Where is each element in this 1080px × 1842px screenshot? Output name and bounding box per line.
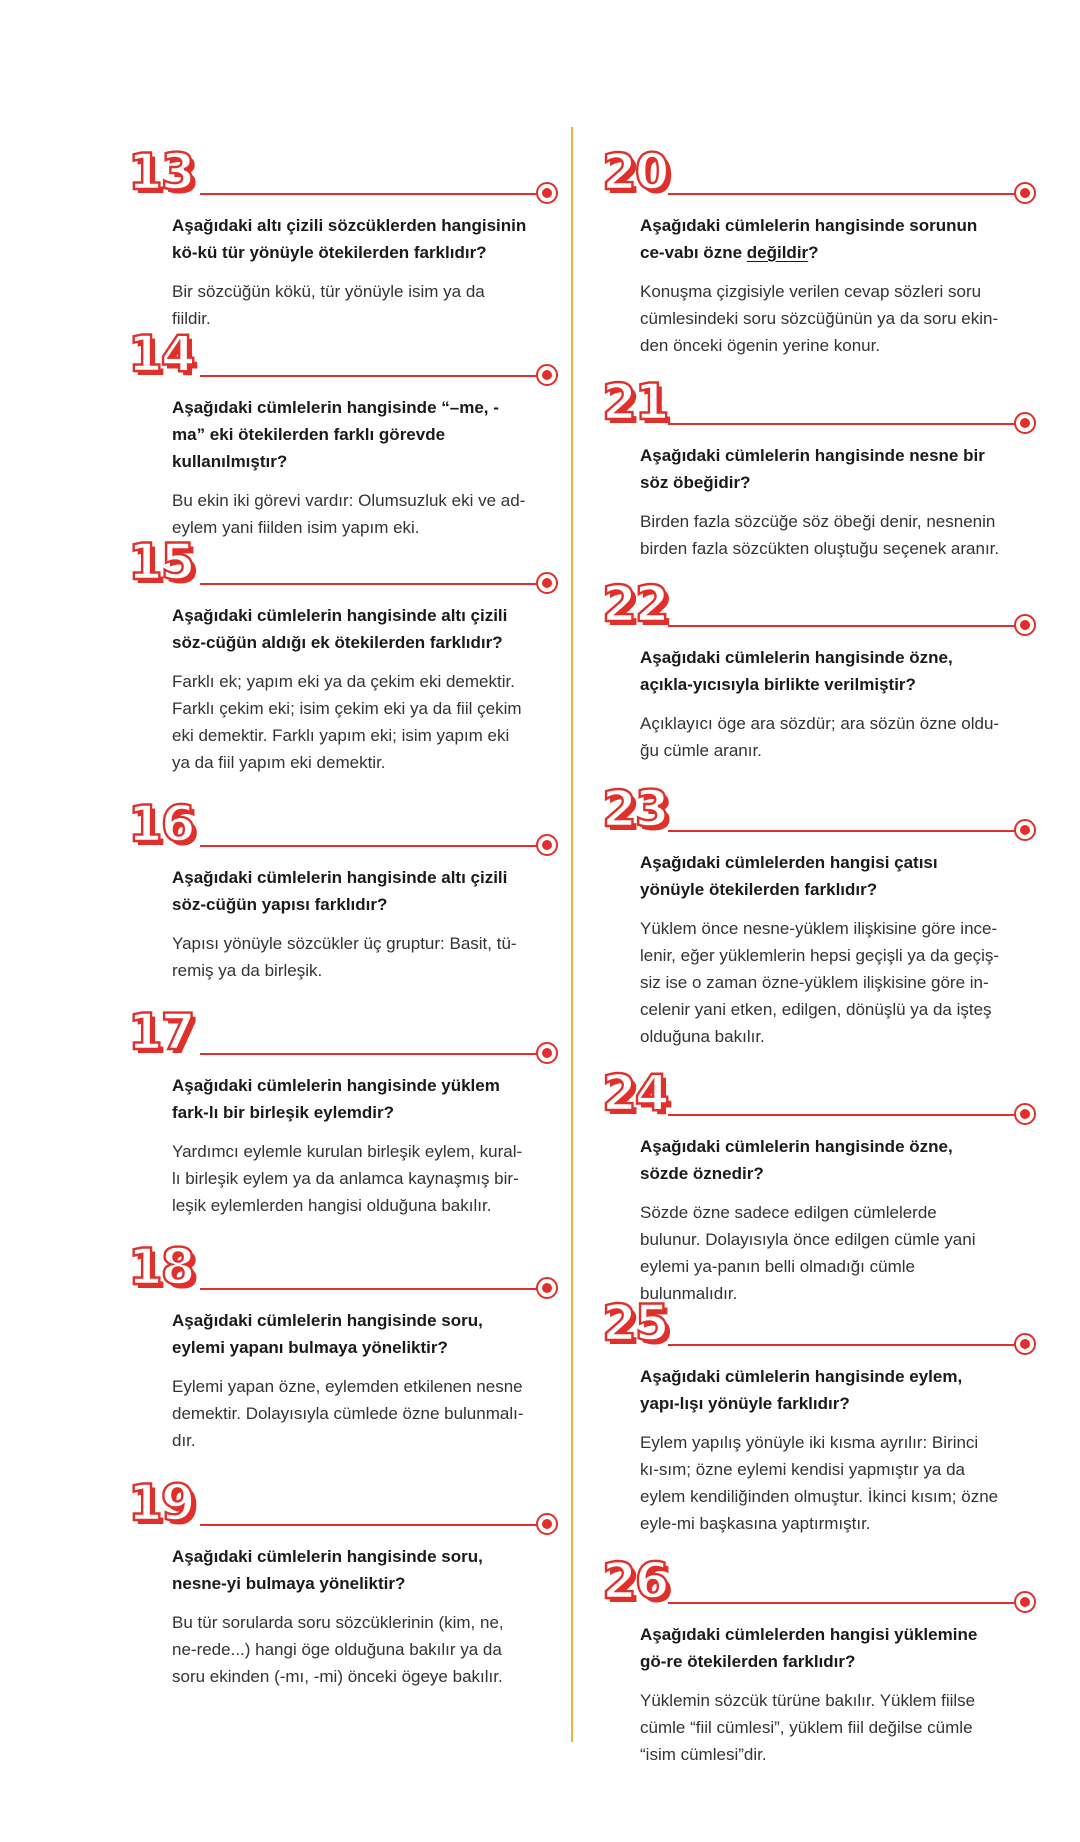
target-dot-icon	[1014, 819, 1036, 841]
question-text: Aşağıdaki cümlelerden hangisi yüklemine gö-re ötekilerden farklıdır?	[640, 1625, 978, 1671]
question-text: Aşağıdaki cümlelerin hangisinde “–me, -ma” eki ötekilerden farklı görevde kullanılmıştır?	[172, 398, 499, 471]
question-header	[600, 780, 1000, 849]
question-item-26	[600, 1552, 1000, 1768]
question-header	[128, 325, 528, 394]
question-number: 20	[602, 143, 668, 201]
question-header	[128, 533, 528, 602]
question-text: Aşağıdaki cümlelerin hangisinde özne, sözde öznedir?	[640, 1137, 953, 1183]
question-header	[128, 1003, 528, 1072]
hint-text: Yapısı yönüyle sözcükler üç gruptur: Basit, tü-remiş ya da birleşik.	[172, 934, 517, 980]
question-text: Aşağıdaki cümlelerin hangisinde altı çizili söz-cüğün aldığı ek ötekilerden farklıdır?	[172, 606, 508, 652]
question-number: 19	[128, 1474, 194, 1532]
hint-text: Eylemi yapan özne, eylemden etkilenen nesne demektir. Dolayısıyla cümlede özne bulunmalı-dır.	[172, 1377, 524, 1450]
question-header	[600, 1064, 1000, 1133]
target-dot-icon	[536, 834, 558, 856]
question-text: Aşağıdaki altı çizili sözcüklerden hangisinin kö-kü tür yönüyle ötekilerden farklıdır?	[172, 216, 527, 262]
question-item-22	[600, 575, 1000, 764]
question-number: 25	[602, 1294, 668, 1352]
hint-text: Açıklayıcı öge ara sözdür; ara sözün özne oldu-ğu cümle aranır.	[640, 714, 1000, 760]
header-rule	[200, 1053, 546, 1055]
target-dot-icon	[1014, 614, 1036, 636]
header-rule	[200, 583, 546, 585]
question-item-16	[128, 795, 528, 984]
underlined-word: değildir	[746, 243, 809, 262]
header-rule	[200, 375, 546, 377]
header-rule	[668, 193, 1024, 195]
question-number: 18	[128, 1238, 194, 1296]
header-rule	[668, 1344, 1024, 1346]
question-text: Aşağıdaki cümlelerin hangisinde özne, açıkla-yıcısıyla birlikte verilmiştir?	[640, 648, 953, 694]
question-text	[640, 212, 1000, 266]
question-number: 21	[602, 373, 668, 431]
question-item-23	[600, 780, 1000, 1050]
question-number: 16	[128, 795, 194, 853]
hint-text: Eylem yapılış yönüyle iki kısma ayrılır: Birinci kı-sım; özne eylemi kendisi yapmıştır ya da eylem kendiliğinden olmuştur. İkinci kısım; özne eyle-mi başkasına yaptırmıştır.	[640, 1433, 999, 1533]
question-number: 15	[128, 533, 194, 591]
question-header	[600, 143, 1000, 212]
question-item-21	[600, 373, 1000, 562]
question-item-14	[128, 325, 528, 541]
hint-text: Farklı ek; yapım eki ya da çekim eki demektir. Farklı çekim eki; isim çekim eki ya da fiil çekim eki demektir. Farklı yapım eki; isim yapım eki ya da fiil yapım eki demektir.	[172, 672, 522, 772]
hint-text: Sözde özne sadece edilgen cümlelerde bulunur. Dolayısıyla önce edilgen cümle yani eylemi ya-panın belli olmadığı cümle bulunmalıdır.	[640, 1203, 976, 1303]
header-rule	[200, 1288, 546, 1290]
target-dot-icon	[1014, 1333, 1036, 1355]
question-item-18	[128, 1238, 528, 1454]
header-rule	[668, 1602, 1024, 1604]
question-number: 23	[602, 780, 668, 838]
hint-text: Yüklem önce nesne-yüklem ilişkisine göre ince-lenir, eğer yüklemlerin hepsi geçişli ya da geçiş-siz ise o zaman özne-yüklem ilişkisine göre in-celenir yani etken, edilgen, dönüşlü ya da işteş olduğuna bakılır.	[640, 919, 1000, 1046]
question-header	[600, 373, 1000, 442]
target-dot-icon	[1014, 412, 1036, 434]
question-number: 14	[128, 325, 194, 383]
question-number: 26	[602, 1552, 668, 1610]
question-number: 22	[602, 575, 668, 633]
target-dot-icon	[536, 182, 558, 204]
target-dot-icon	[536, 1513, 558, 1535]
question-header	[128, 1238, 528, 1307]
question-text: Aşağıdaki cümlelerden hangisi çatısı yönüyle ötekilerden farklıdır?	[640, 853, 938, 899]
target-dot-icon	[1014, 1591, 1036, 1613]
question-text: Aşağıdaki cümlelerin hangisinde altı çizili söz-cüğün yapısı farklıdır?	[172, 868, 508, 914]
hint-text: Bu tür sorularda soru sözcüklerinin (kim, ne, ne-rede...) hangi öge olduğuna bakılır ya da soru ekinden (-mı, -mi) önceki ögeye bakılır.	[172, 1613, 504, 1686]
question-text-end: ?	[808, 243, 819, 262]
target-dot-icon	[536, 364, 558, 386]
question-text: Aşağıdaki cümlelerin hangisinde nesne bir söz öbeğidir?	[640, 446, 985, 492]
question-item-19	[128, 1474, 528, 1690]
question-header	[600, 1552, 1000, 1621]
question-header	[600, 1294, 1000, 1363]
header-rule	[668, 1114, 1024, 1116]
hint-text: Birden fazla sözcüğe söz öbeği denir, nesnenin birden fazla sözcükten oluştuğu seçenek aranır.	[640, 512, 1000, 558]
header-rule	[668, 423, 1024, 425]
question-text-start: Aşağıdaki cümlelerin hangisinde sorunun ce-vabı özne	[640, 216, 978, 262]
question-header	[128, 1474, 528, 1543]
question-header	[128, 795, 528, 864]
column-divider	[571, 127, 573, 1742]
hint-text: Bu ekin iki görevi vardır: Olumsuzluk eki ve ad-eylem yani fiilden isim yapım eki.	[172, 491, 526, 537]
question-item-13	[128, 143, 528, 332]
header-rule	[200, 1524, 546, 1526]
question-item-17	[128, 1003, 528, 1219]
question-text: Aşağıdaki cümlelerin hangisinde yüklem fark-lı bir birleşik eylemdir?	[172, 1076, 500, 1122]
target-dot-icon	[536, 572, 558, 594]
target-dot-icon	[536, 1277, 558, 1299]
header-rule	[668, 625, 1024, 627]
question-item-24	[600, 1064, 1000, 1307]
hint-text: Bir sözcüğün kökü, tür yönüyle isim ya da fiildir.	[172, 282, 485, 328]
question-item-25	[600, 1294, 1000, 1537]
question-text: Aşağıdaki cümlelerin hangisinde eylem, yapı-lışı yönüyle farklıdır?	[640, 1367, 963, 1413]
hint-text: Yüklemin sözcük türüne bakılır. Yüklem fiilse cümle “fiil cümlesi”, yüklem fiil değilse cümle “isim cümlesi”dir.	[640, 1691, 976, 1764]
question-item-15	[128, 533, 528, 776]
question-text: Aşağıdaki cümlelerin hangisinde soru, eylemi yapanı bulmaya yöneliktir?	[172, 1311, 483, 1357]
question-header	[128, 143, 528, 212]
header-rule	[200, 193, 546, 195]
question-header	[600, 575, 1000, 644]
header-rule	[200, 845, 546, 847]
question-text: Aşağıdaki cümlelerin hangisinde soru, nesne-yi bulmaya yöneliktir?	[172, 1547, 483, 1593]
header-rule	[668, 830, 1024, 832]
question-number: 17	[128, 1003, 194, 1061]
target-dot-icon	[1014, 182, 1036, 204]
question-number: 13	[128, 143, 194, 201]
target-dot-icon	[536, 1042, 558, 1064]
target-dot-icon	[1014, 1103, 1036, 1125]
question-item-20	[600, 143, 1000, 359]
hint-text: Yardımcı eylemle kurulan birleşik eylem, kural-lı birleşik eylem ya da anlamca kaynaşmış bir-leşik eylemlerden hangisi olduğuna bakılır.	[172, 1142, 523, 1215]
question-number: 24	[602, 1064, 668, 1122]
hint-text: Konuşma çizgisiyle verilen cevap sözleri soru cümlesindeki soru sözcüğünün ya da soru ekin-den önceki ögenin yerine konur.	[640, 282, 999, 355]
